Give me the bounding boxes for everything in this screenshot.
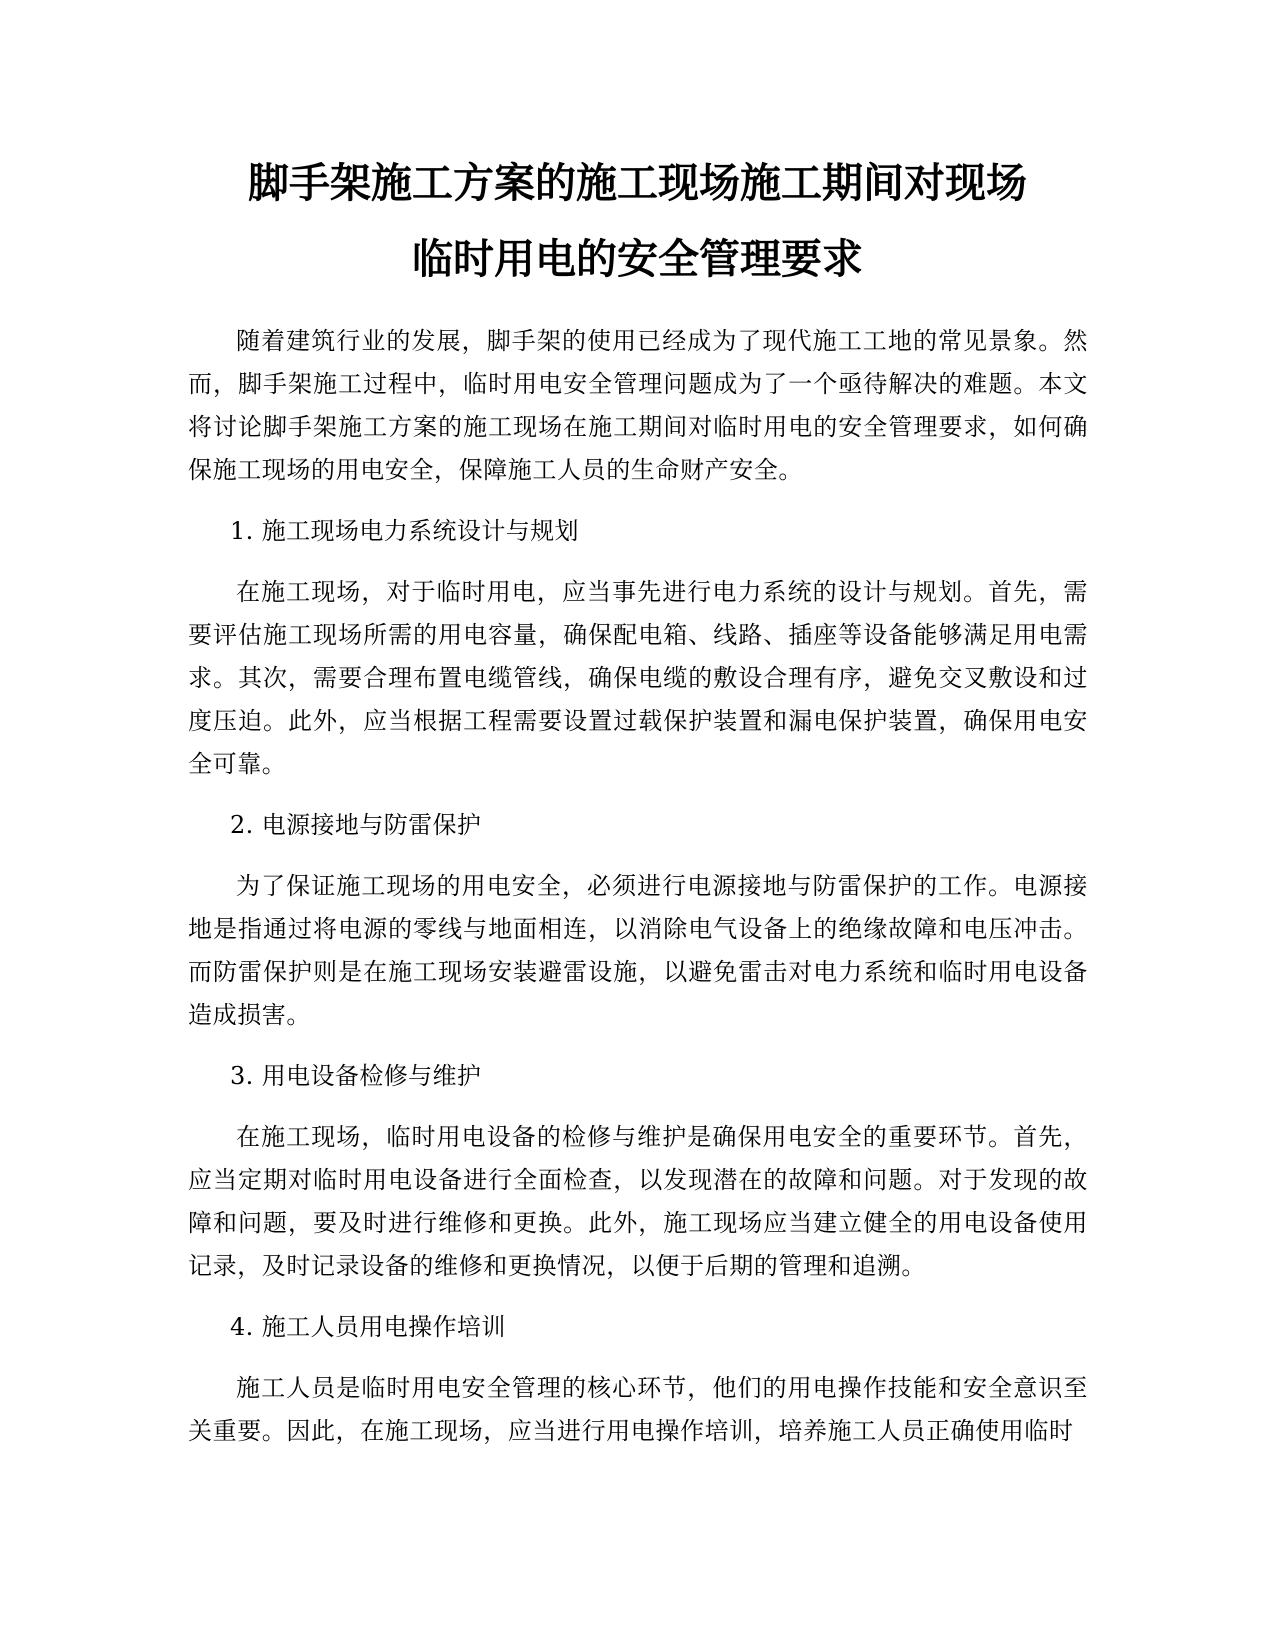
section-heading-3: 3. 用电设备检修与维护 (230, 1062, 482, 1090)
section-paragraph-1: 在施工现场，对于临时用电，应当事先进行电力系统的设计与规划。首先，需要评估施工现场所需的用电容量，确保配电箱、线路、插座等设备能够满足用电需求。其次，需要合理布置电缆管线，确保电缆的敷设合理有序，避免交叉敷设和过度压迫。此外，应当根据工程需要设置过载保护装置和漏电保护装置，确保用电安全可靠。 (188, 578, 1088, 778)
section-paragraph-3: 在施工现场，临时用电设备的检修与维护是确保用电安全的重要环节。首先，应当定期对临时用电设备进行全面检查，以发现潜在的故障和问题。对于发现的故障和问题，要及时进行维修和更换。此外，施工现场应当建立健全的用电设备使用记录，及时记录设备的维修和更换情况，以便于后期的管理和追溯。 (188, 1123, 1088, 1280)
title-line-2: 临时用电的安全管理要求 (412, 235, 863, 283)
section-heading-4: 4. 施工人员用电操作培训 (230, 1313, 506, 1341)
title-line-1: 脚手架施工方案的施工现场施工期间对现场 (248, 159, 1027, 207)
section-paragraph-4: 施工人员是临时用电安全管理的核心环节，他们的用电操作技能和安全意识至关重要。因此，在施工现场，应当进行用电操作培训，培养施工人员正确使用临时 (188, 1374, 1088, 1445)
section-heading-1: 1. 施工现场电力系统设计与规划 (230, 517, 579, 545)
intro-paragraph: 随着建筑行业的发展，脚手架的使用已经成为了现代施工工地的常见景象。然而，脚手架施工过程中，临时用电安全管理问题成为了一个亟待解决的难题。本文将讨论脚手架施工方案的施工现场在施工期间对临时用电的安全管理要求，如何确保施工现场的用电安全，保障施工人员的生命财产安全。 (188, 327, 1088, 484)
document-title (150, 145, 1125, 297)
section-paragraph-2: 为了保证施工现场的用电安全，必须进行电源接地与防雷保护的工作。电源接地是指通过将电源的零线与地面相连，以消除电气设备上的绝缘故障和电压冲击。而防雷保护则是在施工现场安装避雷设施，以避免雷击对电力系统和临时用电设备造成损害。 (188, 872, 1088, 1029)
document-body (188, 320, 1088, 1471)
section-heading-2: 2. 电源接地与防雷保护 (230, 811, 482, 839)
